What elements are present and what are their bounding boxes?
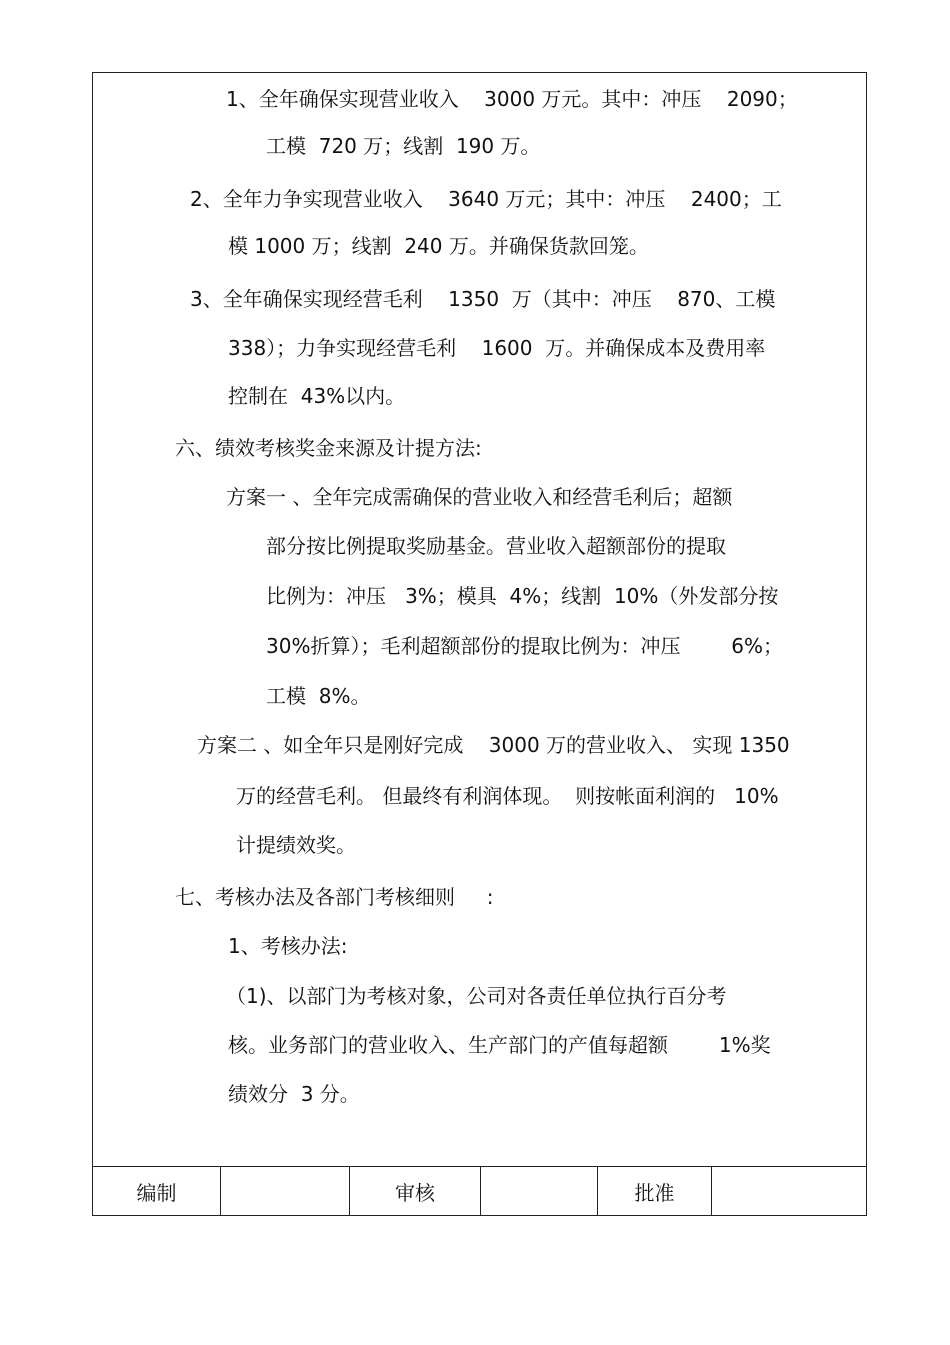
approved-label: 批准	[598, 1167, 712, 1216]
target-1-line-2: 工模 720 万；线割 190 万。	[266, 134, 541, 158]
target-2-line-1: 2、全年力争实现营业收入 3640 万元；其中：冲压 2400；工	[190, 187, 782, 211]
approved-field[interactable]	[712, 1167, 866, 1216]
plan-one-line-2: 部分按比例提取奖励基金。营业收入超额部份的提取	[266, 534, 726, 558]
method-item-1-line-2: 核。业务部门的营业收入、生产部门的产值每超额 1%奖	[228, 1033, 771, 1057]
plan-one-line-5: 工模 8%。	[266, 684, 371, 708]
reviewed-field[interactable]	[481, 1167, 598, 1216]
plan-two-line-1: 方案二 、如全年只是刚好完成 3000 万的营业收入、 实现 1350	[197, 733, 790, 757]
target-2-line-2: 模 1000 万；线割 240 万。并确保货款回笼。	[228, 234, 649, 258]
plan-one-line-3: 比例为：冲压 3%；模具 4%；线割 10%（外发部分按	[266, 584, 779, 608]
target-3-line-1: 3、全年确保实现经营毛利 1350 万（其中：冲压 870、工模	[190, 287, 776, 311]
document-frame	[92, 72, 867, 1216]
method-item-1-line-1: （1)、以部门为考核对象，公司对各责任单位执行百分考	[226, 984, 727, 1008]
method-item-1-line-3: 绩效分 3 分。	[228, 1082, 360, 1106]
prepared-field[interactable]	[221, 1167, 350, 1216]
target-3-line-3: 控制在 43%以内。	[228, 384, 406, 408]
section-six-heading: 六、绩效考核奖金来源及计提方法:	[175, 436, 482, 460]
reviewed-label: 审核	[350, 1167, 481, 1216]
method-heading: 1、考核办法:	[228, 934, 348, 958]
plan-one-line-4: 30%折算）；毛利超额部份的提取比例为：冲压 6%；	[266, 634, 784, 658]
prepared-label: 编制	[93, 1167, 221, 1216]
plan-two-line-2: 万的经营毛利。 但最终有利润体现。 则按帐面利润的 10%	[236, 784, 779, 808]
signoff-row	[93, 1166, 866, 1216]
target-1-line-1: 1、全年确保实现营业收入 3000 万元。其中：冲压 2090；	[226, 87, 798, 111]
plan-two-line-3: 计提绩效奖。	[236, 833, 356, 857]
plan-one-line-1: 方案一 、全年完成需确保的营业收入和经营毛利后；超额	[226, 485, 733, 509]
target-3-line-2: 338）；力争实现经营毛利 1600 万。并确保成本及费用率	[228, 336, 766, 360]
section-seven-heading: 七、考核办法及各部门考核细则 :	[175, 885, 494, 909]
